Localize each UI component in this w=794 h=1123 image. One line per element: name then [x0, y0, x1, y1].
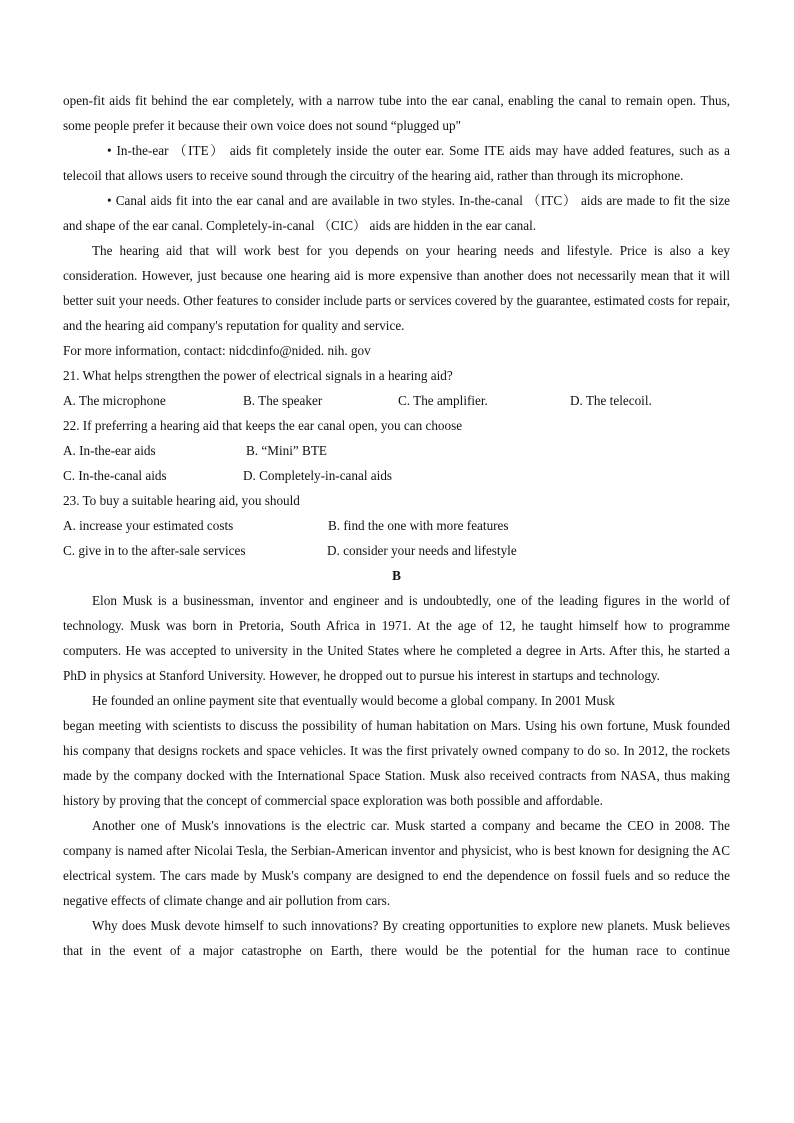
option-21-a: A. The microphone: [63, 393, 166, 408]
option-21-b: B. The speaker: [243, 393, 323, 408]
option-22-a: A. In-the-ear aids: [63, 443, 156, 458]
question-21-options: [63, 388, 730, 413]
question-23-options-cd: [63, 538, 730, 563]
question-21-stem: 21. What helps strengthen the power of electrical signals in a hearing aid?: [63, 368, 453, 383]
option-22-d: D. Completely-in-canal aids: [243, 468, 393, 483]
paragraph-best-hearing-aid: The hearing aid that will work best for you depends on your hearing needs and lifestyle. Price is also a key consideration. However, just because one hearing aid is more expensive than another does not necessarily mean that it will better suit your needs. Other features to consider include parts or services covered by the guarantee, estimated costs for repair, and the hearing aid company's reputation for quality and service.: [63, 243, 730, 333]
option-21-c: C. The amplifier.: [398, 393, 488, 408]
bullet-in-the-ear: • In-the-ear （ITE） aids fit completely inside the outer ear. Some ITE aids may have added features, such as a telecoil that allows users to receive sound through the circuitry of the hearing aid, rather than through its microphone.: [63, 143, 730, 183]
document-page: [63, 88, 730, 963]
question-22-options-ab: [63, 438, 730, 463]
paragraph-payment-site-first-line: He founded an online payment site that eventually would become a global company. In 2001 Musk: [92, 693, 615, 708]
bullet-canal-aids: • Canal aids fit into the ear canal and are available in two styles. In-the-canal （ITC） aids are made to fit the size and shape of the ear canal. Completely-in-canal （CIC） aids are hidden in the ear canal.: [63, 193, 730, 233]
question-22-stem: 22. If preferring a hearing aid that keeps the ear canal open, you can choose: [63, 418, 463, 433]
paragraph-open-fit: open-fit aids fit behind the ear completely, with a narrow tube into the ear canal, enabling the canal to remain open. Thus, some people prefer it because their own voice does not sound “plugged up": [63, 93, 730, 133]
option-23-c: C. give in to the after-sale services: [63, 543, 246, 558]
paragraph-musk-bio: Elon Musk is a businessman, inventor and engineer and is undoubtedly, one of the leading figures in the world of technology. Musk was born in Pretoria, South Africa in 1971. At the age of 12, he taught himself how to programme computers. He was accepted to university in the United States where he completed a degree in Arts. After this, he started a PhD in physics at Stanford University. However, he dropped out to pursue his interest in startups and technology.: [63, 593, 730, 683]
option-23-a: A. increase your estimated costs: [63, 518, 234, 533]
paragraph-electric-car: Another one of Musk's innovations is the electric car. Musk started a company and became the CEO in 2008. The company is named after Nicolai Tesla, the Serbian-American inventor and physicist, who is best known for designing the AC electrical system. The cars made by Musk's company are designed to end the dependence on fossil fuels and so reduce the negative effects of climate change and air pollution from cars.: [63, 818, 730, 908]
section-title-b: B: [392, 568, 401, 583]
option-23-b: B. find the one with more features: [328, 518, 509, 533]
option-22-c: C. In-the-canal aids: [63, 468, 167, 483]
option-23-d: D. consider your needs and lifestyle: [327, 543, 517, 558]
contact-line: For more information, contact: nidcdinfo@nided. nih. gov: [63, 343, 371, 358]
question-22-options-cd: [63, 463, 730, 488]
option-21-d: D. The telecoil.: [570, 393, 652, 408]
option-22-b: B. “Mini” BTE: [246, 443, 327, 458]
question-23-stem: 23. To buy a suitable hearing aid, you should: [63, 493, 300, 508]
paragraph-space-company: began meeting with scientists to discuss the possibility of human habitation on Mars. Using his own fortune, Musk founded his company that designs rockets and space vehicles. It was the first privately owned company to do so. In 2012, the rockets made by the company docked with the International Space Station. Musk also received contracts from NASA, thus making history by proving that the concept of commercial space exploration was both possible and affordable.: [63, 718, 730, 808]
paragraph-why-innovations: Why does Musk devote himself to such innovations? By creating opportunities to explore new planets. Musk believes that in the event of a major catastrophe on Earth, there would be the potential for the human race to continue: [63, 918, 730, 958]
question-23-options-ab: [63, 513, 730, 538]
